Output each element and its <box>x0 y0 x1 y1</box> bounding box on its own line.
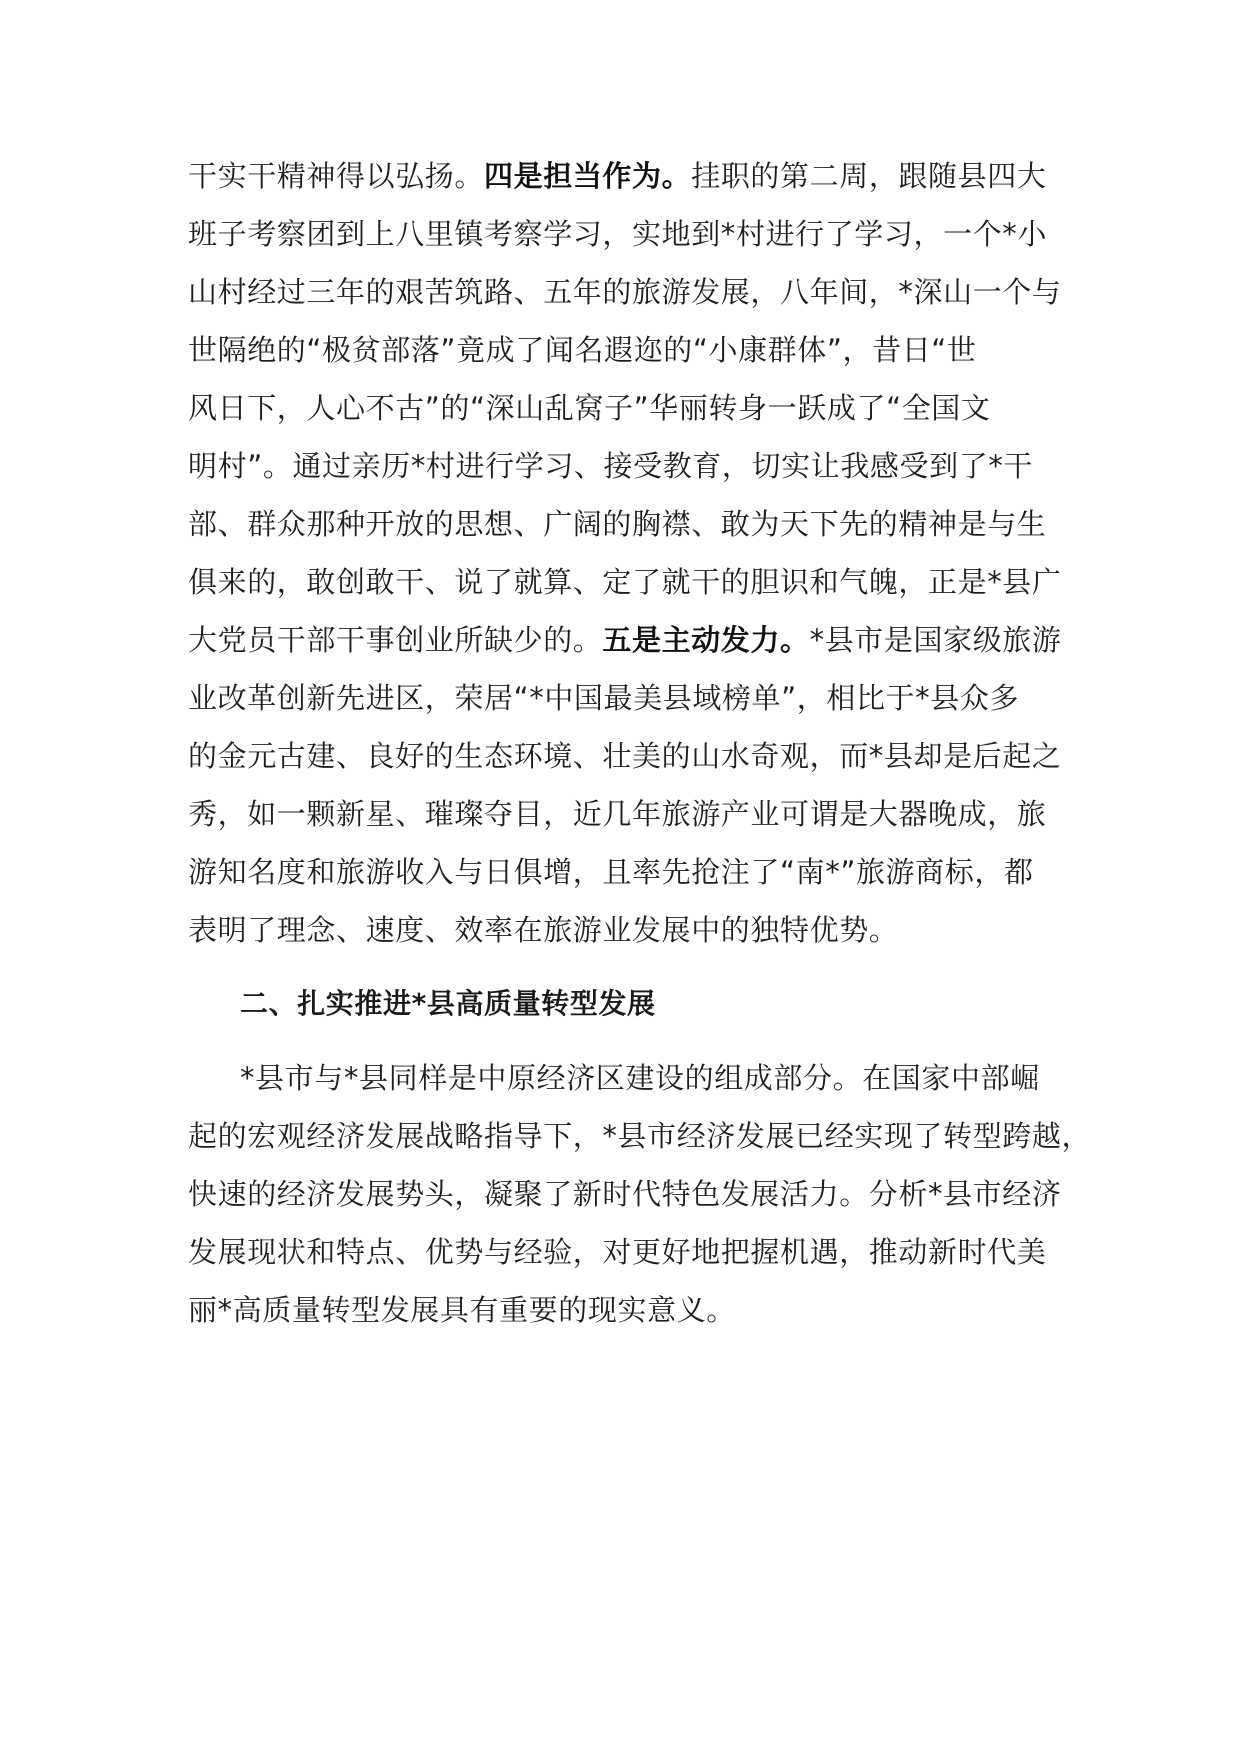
paragraph1-line6: 明村”。通过亲历*村进行学习、接受教育，切实让我感受到了*干 <box>188 449 1034 483</box>
paragraph1-line3: 山村经过三年的艰苦筑路、五年的旅游发展，八年间，*深山一个与 <box>188 275 1062 309</box>
paragraph1-line12: 秀，如一颗新星、璀璨夺目，近几年旅游产业可谓是大器晚成，旅 <box>188 797 1047 831</box>
paragraph1-line9 <box>188 620 1088 660</box>
paragraph1-line7: 部、群众那种开放的思想、广阔的胸襟、敢为天下先的精神是与生 <box>188 507 1047 541</box>
paragraph1-line2: 班子考察团到上八里镇考察学习，实地到*村进行了学习，一个*小 <box>188 217 1048 251</box>
paragraph1-line1-text-a: 干实干精神得以弘扬。 <box>188 159 485 193</box>
paragraph2-line3: 快速的经济发展势头，凝聚了新时代特色发展活力。分析*县市经济 <box>188 1177 1062 1211</box>
paragraph1-line1 <box>188 156 1088 196</box>
paragraph2-line4: 发展现状和特点、优势与经验，对更好地把握机遇，推动新时代美 <box>188 1235 1047 1269</box>
paragraph1-line10: 业改革创新先进区，荣居“*中国最美县域榜单”，相比于*县众多 <box>188 681 1020 715</box>
paragraph1-line9-text-a: 大党员干部干事创业所缺少的。 <box>188 623 603 657</box>
paragraph1-bold-lead-five: 五是主动发力。 <box>602 623 810 657</box>
paragraph1-bold-lead-four: 四是担当作为。 <box>484 159 692 193</box>
paragraph2-line1: *县市与*县同样是中原经济区建设的组成部分。在国家中部崛 <box>240 1061 1040 1095</box>
paragraph1-line8: 俱来的，敢创敢干、说了就算、定了就干的胆识和气魄，正是*县广 <box>188 565 1062 599</box>
paragraph1-line5: 风日下，人心不古”的“深山乱窝子”华丽转身一跃成了“全国文 <box>188 391 991 425</box>
paragraph1-line1-text-b: 挂职的第二周，跟随县四大 <box>691 159 1047 193</box>
paragraph2-line2: 起的宏观经济发展战略指导下，*县市经济发展已经实现了转型跨越， <box>188 1119 1092 1153</box>
paragraph2-line5: 丽*高质量转型发展具有重要的现实意义。 <box>188 1293 736 1327</box>
paragraph1-line4: 世隔绝的“极贫部落”竟成了闻名遐迩的“小康群体”，昔日“世 <box>188 333 977 367</box>
paragraph1-line14: 表明了理念、速度、效率在旅游业发展中的独特优势。 <box>188 913 899 947</box>
paragraph1-line13: 游知名度和旅游收入与日俱增，且率先抢注了“南*”旅游商标，都 <box>188 855 1034 889</box>
section-heading: 二、扎实推进*县高质量转型发展 <box>240 987 656 1020</box>
paragraph1-line9-text-b: *县市是国家级旅游 <box>809 623 1062 657</box>
paragraph1-line11: 的金元古建、良好的生态环境、壮美的山水奇观，而*县却是后起之 <box>188 739 1062 773</box>
